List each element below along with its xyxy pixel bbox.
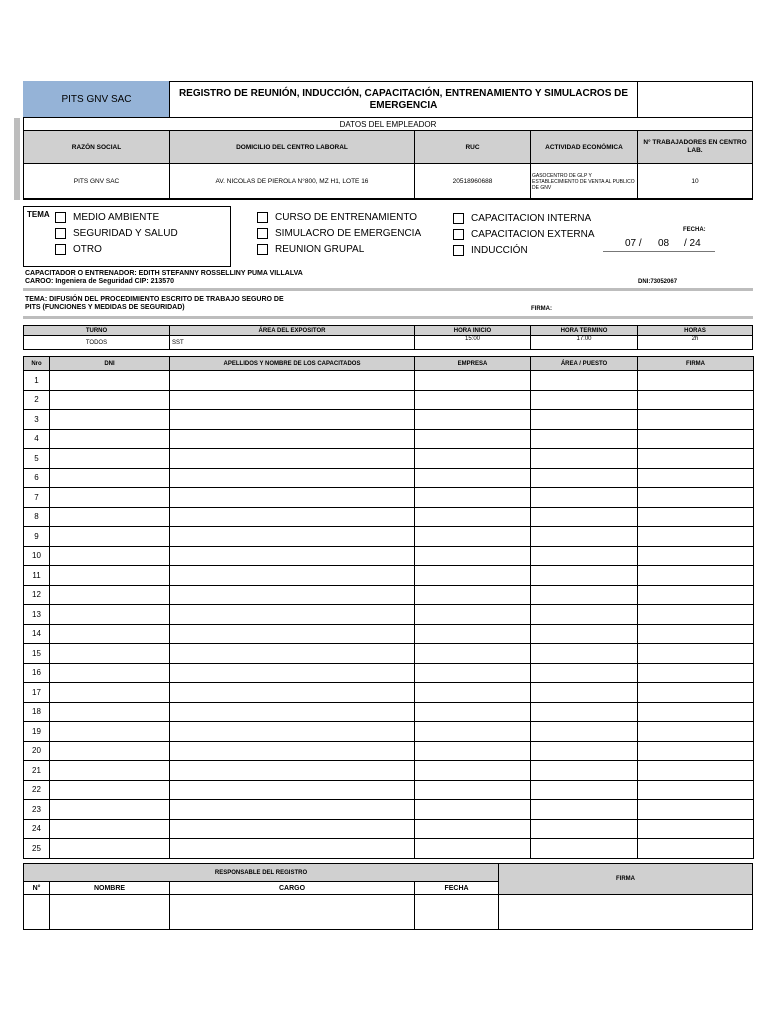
empresa-cell[interactable] <box>415 722 531 742</box>
firma-cell[interactable] <box>638 761 754 781</box>
col-turno: TURNO <box>23 325 170 336</box>
nombre-cell[interactable] <box>170 488 415 508</box>
firma-cell[interactable] <box>638 527 754 547</box>
fecha-label: FECHA: <box>683 227 706 233</box>
row-number: 16 <box>24 663 50 683</box>
table-row <box>24 800 754 820</box>
row-number: 14 <box>24 624 50 644</box>
empresa-cell[interactable] <box>415 390 531 410</box>
nombre-cell[interactable] <box>170 722 415 742</box>
tema-option-0[interactable] <box>55 212 159 223</box>
firma-cell[interactable] <box>638 722 754 742</box>
col-trabajadores: N° TRABAJADORES EN CENTRO LAB. <box>637 130 753 164</box>
horas-value: 2h <box>637 335 753 350</box>
dni-cell[interactable] <box>50 839 170 859</box>
nombre-cell[interactable] <box>170 566 415 586</box>
row-number: 17 <box>24 683 50 703</box>
dni-cell[interactable] <box>50 546 170 566</box>
firma-cell[interactable] <box>638 449 754 469</box>
empresa-cell[interactable] <box>415 761 531 781</box>
area-cell[interactable] <box>531 839 638 859</box>
dni-cell[interactable] <box>50 507 170 527</box>
table-row <box>24 663 754 683</box>
row-number: 24 <box>24 819 50 839</box>
col-resp-fecha: FECHA <box>414 881 499 895</box>
nombre-cell[interactable] <box>170 741 415 761</box>
table-row <box>24 527 754 547</box>
empresa-cell[interactable] <box>415 800 531 820</box>
nombre-cell[interactable] <box>170 605 415 625</box>
empresa-cell[interactable] <box>415 449 531 469</box>
area-cell[interactable] <box>531 683 638 703</box>
empresa-cell[interactable] <box>415 819 531 839</box>
nombre-cell[interactable] <box>170 410 415 430</box>
nombre-cell[interactable] <box>170 585 415 605</box>
col-resp-cargo: CARGO <box>169 881 415 895</box>
row-number: 18 <box>24 702 50 722</box>
col-domicilio: DOMICILIO DEL CENTRO LABORAL <box>169 130 415 164</box>
row-number: 3 <box>24 410 50 430</box>
nombre-cell[interactable] <box>170 683 415 703</box>
nombre-cell[interactable] <box>170 507 415 527</box>
checkbox-icon[interactable] <box>55 228 66 239</box>
area-cell[interactable] <box>531 410 638 430</box>
dni-cell[interactable] <box>50 624 170 644</box>
empresa-cell[interactable] <box>415 371 531 391</box>
fecha-underline <box>603 251 715 252</box>
empresa-cell[interactable] <box>415 683 531 703</box>
table-row <box>24 488 754 508</box>
firma-cell[interactable] <box>638 488 754 508</box>
topic-line2: PITS (FUNCIONES Y MEDIDAS DE SEGURIDAD) <box>25 304 185 311</box>
resp-nombre-cell[interactable] <box>49 894 170 930</box>
firma-cell[interactable] <box>638 663 754 683</box>
type-option-label: CAPACITACION INTERNA <box>471 213 592 224</box>
row-number: 9 <box>24 527 50 547</box>
dni-cell[interactable] <box>50 722 170 742</box>
divider <box>23 316 753 319</box>
table-row <box>24 761 754 781</box>
area-cell[interactable] <box>531 605 638 625</box>
domicilio-value: AV. NICOLAS DE PIEROLA N°800, MZ H1, LOTE 16 <box>169 163 415 200</box>
margin-bar <box>14 118 20 200</box>
row-number: 1 <box>24 371 50 391</box>
actividad-value: GASOCENTRO DE GLP Y ESTABLECIMIENTO DE VENTA AL PUBLICO DE GNV <box>530 163 638 200</box>
fecha-year: / 24 <box>684 238 701 249</box>
row-number: 4 <box>24 429 50 449</box>
area-cell[interactable] <box>531 819 638 839</box>
area-cell[interactable] <box>531 546 638 566</box>
nombre-cell[interactable] <box>170 839 415 859</box>
area-cell[interactable] <box>531 800 638 820</box>
activity-option-2[interactable] <box>257 244 364 255</box>
nombre-cell[interactable] <box>170 624 415 644</box>
responsable-title: RESPONSABLE DEL REGISTRO <box>23 863 499 882</box>
empresa-cell[interactable] <box>415 702 531 722</box>
resp-cargo-cell[interactable] <box>169 894 415 930</box>
empresa-cell[interactable] <box>415 780 531 800</box>
empresa-cell[interactable] <box>415 566 531 586</box>
area-cell[interactable] <box>531 566 638 586</box>
empresa-cell[interactable] <box>415 741 531 761</box>
tema-option-1[interactable] <box>55 228 178 239</box>
company-badge: PITS GNV SAC <box>23 81 170 118</box>
table-row <box>24 585 754 605</box>
firma-cell[interactable] <box>638 800 754 820</box>
checkbox-icon[interactable] <box>257 228 268 239</box>
checkbox-icon[interactable] <box>55 212 66 223</box>
row-number: 23 <box>24 800 50 820</box>
area-cell[interactable] <box>531 780 638 800</box>
empresa-cell[interactable] <box>415 488 531 508</box>
checkbox-icon[interactable] <box>55 244 66 255</box>
col-nombre: APELLIDOS Y NOMBRE DE LOS CAPACITADOS <box>170 357 415 371</box>
tema-option-label: MEDIO AMBIENTE <box>73 212 160 223</box>
resp-firma-cell[interactable] <box>498 894 753 930</box>
col-hora-termino: HORA TERMINO <box>530 325 638 336</box>
topic-line1: TEMA: DIFUSIÓN DEL PROCEDIMIENTO ESCRITO DE TRABAJO SEGURO DE <box>25 296 284 303</box>
row-number: 19 <box>24 722 50 742</box>
row-number: 11 <box>24 566 50 586</box>
dni-cell[interactable] <box>50 449 170 469</box>
checkbox-icon[interactable] <box>453 229 464 240</box>
tema-label: TEMA <box>27 210 50 219</box>
firma-cell[interactable] <box>638 390 754 410</box>
activity-option-label: SIMULACRO DE EMERGENCIA <box>275 228 422 239</box>
firma-cell[interactable] <box>638 429 754 449</box>
table-row <box>24 780 754 800</box>
dni-cell[interactable] <box>50 410 170 430</box>
firma-label: FIRMA: <box>531 306 552 312</box>
empresa-cell[interactable] <box>415 585 531 605</box>
header-empty-box <box>637 81 753 118</box>
row-number: 12 <box>24 585 50 605</box>
nombre-cell[interactable] <box>170 390 415 410</box>
checkbox-icon[interactable] <box>453 213 464 224</box>
dni-cell[interactable] <box>50 566 170 586</box>
checkbox-icon[interactable] <box>453 245 464 256</box>
activity-option-label: REUNION GRUPAL <box>275 244 365 255</box>
row-number: 8 <box>24 507 50 527</box>
table-row <box>24 468 754 488</box>
col-razon-social: RAZÓN SOCIAL <box>23 130 170 164</box>
row-number: 2 <box>24 390 50 410</box>
activity-option-label: CURSO DE ENTRENAMIENTO <box>275 212 418 223</box>
tema-option-label: SEGURIDAD Y SALUD <box>73 228 178 239</box>
form-title: REGISTRO DE REUNIÓN, INDUCCIÓN, CAPACITACIÓN, ENTRENAMIENTO Y SIMULACROS DE EMERGENCIA <box>169 81 638 118</box>
dni-cell[interactable] <box>50 429 170 449</box>
table-row <box>24 507 754 527</box>
dni-cell[interactable] <box>50 468 170 488</box>
empresa-cell[interactable] <box>415 644 531 664</box>
table-row <box>24 702 754 722</box>
resp-no-cell[interactable] <box>23 894 50 930</box>
firma-cell[interactable] <box>638 585 754 605</box>
dni-cell[interactable] <box>50 702 170 722</box>
table-row <box>24 683 754 703</box>
row-number: 22 <box>24 780 50 800</box>
divider <box>23 288 753 291</box>
dni-cell[interactable] <box>50 663 170 683</box>
dni-cell[interactable] <box>50 371 170 391</box>
nombre-cell[interactable] <box>170 429 415 449</box>
area-cell[interactable] <box>531 390 638 410</box>
trabajadores-value: 10 <box>637 163 753 200</box>
table-row <box>24 371 754 391</box>
empresa-cell[interactable] <box>415 839 531 859</box>
dni-cell[interactable] <box>50 390 170 410</box>
razon-social-value: PITS GNV SAC <box>23 163 170 200</box>
table-row <box>24 644 754 664</box>
table-row <box>24 410 754 430</box>
firma-cell[interactable] <box>638 624 754 644</box>
capacitador-line: CAPACITADOR O ENTRENADOR: EDITH STEFANNY ROSSELLINY PUMA VILLALVA <box>25 270 303 277</box>
area-cell[interactable] <box>531 761 638 781</box>
dni-cell[interactable] <box>50 644 170 664</box>
dni-cell[interactable] <box>50 761 170 781</box>
area-cell[interactable] <box>531 644 638 664</box>
nombre-cell[interactable] <box>170 527 415 547</box>
col-actividad: ACTIVIDAD ECONÓMICA <box>530 130 638 164</box>
dni-cell[interactable] <box>50 585 170 605</box>
row-number: 21 <box>24 761 50 781</box>
turno-value: TODOS <box>23 335 170 350</box>
checkbox-icon[interactable] <box>257 244 268 255</box>
col-area-expositor: ÁREA DEL EXPOSITOR <box>169 325 415 336</box>
dni-cell[interactable] <box>50 800 170 820</box>
area-cell[interactable] <box>531 527 638 547</box>
nombre-cell[interactable] <box>170 449 415 469</box>
hora-inicio-value: 15:00 <box>414 335 531 350</box>
cargo-line: CAROO: Ingeniera de Seguridad CIP: 213570 <box>25 278 174 285</box>
row-number: 13 <box>24 605 50 625</box>
area-cell[interactable] <box>531 741 638 761</box>
empresa-cell[interactable] <box>415 429 531 449</box>
firma-cell[interactable] <box>638 819 754 839</box>
table-row <box>24 819 754 839</box>
type-option-0[interactable] <box>453 213 591 224</box>
area-cell[interactable] <box>531 371 638 391</box>
area-cell[interactable] <box>531 585 638 605</box>
nombre-cell[interactable] <box>170 644 415 664</box>
empresa-cell[interactable] <box>415 624 531 644</box>
area-cell[interactable] <box>531 429 638 449</box>
type-option-1[interactable] <box>453 229 595 240</box>
firma-cell[interactable] <box>638 566 754 586</box>
firma-cell[interactable] <box>638 507 754 527</box>
area-value: SST <box>169 335 415 350</box>
col-horas: HORAS <box>637 325 753 336</box>
row-number: 25 <box>24 839 50 859</box>
col-no: N° <box>23 881 50 895</box>
area-cell[interactable] <box>531 663 638 683</box>
dni-cell[interactable] <box>50 780 170 800</box>
tema-option-2[interactable] <box>55 244 102 255</box>
dni-cell[interactable] <box>50 605 170 625</box>
nombre-cell[interactable] <box>170 819 415 839</box>
empresa-cell[interactable] <box>415 663 531 683</box>
nombre-cell[interactable] <box>170 468 415 488</box>
type-option-2[interactable] <box>453 245 528 256</box>
col-empresa: EMPRESA <box>415 357 531 371</box>
hora-termino-value: 17:00 <box>530 335 638 350</box>
col-dni: DNI <box>50 357 170 371</box>
table-row <box>24 741 754 761</box>
row-number: 6 <box>24 468 50 488</box>
empresa-cell[interactable] <box>415 410 531 430</box>
table-row <box>24 624 754 644</box>
table-row <box>24 390 754 410</box>
table-row <box>24 429 754 449</box>
area-cell[interactable] <box>531 624 638 644</box>
firma-cell[interactable] <box>638 605 754 625</box>
dni-cell[interactable] <box>50 741 170 761</box>
area-cell[interactable] <box>531 702 638 722</box>
nombre-cell[interactable] <box>170 761 415 781</box>
row-number: 15 <box>24 644 50 664</box>
dni-value: DNI:73052067 <box>638 279 678 285</box>
nombre-cell[interactable] <box>170 780 415 800</box>
area-cell[interactable] <box>531 468 638 488</box>
type-option-label: CAPACITACION EXTERNA <box>471 229 595 240</box>
dni-cell[interactable] <box>50 683 170 703</box>
attendees-table <box>23 356 754 859</box>
dni-cell[interactable] <box>50 527 170 547</box>
checkbox-icon[interactable] <box>257 212 268 223</box>
firma-cell[interactable] <box>638 780 754 800</box>
empresa-cell[interactable] <box>415 468 531 488</box>
activity-option-0[interactable] <box>257 212 417 223</box>
dni-cell[interactable] <box>50 488 170 508</box>
area-cell[interactable] <box>531 507 638 527</box>
nombre-cell[interactable] <box>170 702 415 722</box>
area-cell[interactable] <box>531 449 638 469</box>
firma-cell[interactable] <box>638 410 754 430</box>
empresa-cell[interactable] <box>415 527 531 547</box>
row-number: 7 <box>24 488 50 508</box>
firma-cell[interactable] <box>638 683 754 703</box>
type-option-label: INDUCCIÓN <box>471 245 528 256</box>
tema-option-label: OTRO <box>73 244 102 255</box>
firma-cell[interactable] <box>638 546 754 566</box>
row-number: 20 <box>24 741 50 761</box>
table-row <box>24 605 754 625</box>
activity-option-1[interactable] <box>257 228 421 239</box>
fecha-day: 07 / <box>625 238 642 249</box>
firma-cell[interactable] <box>638 702 754 722</box>
empresa-cell[interactable] <box>415 605 531 625</box>
empresa-cell[interactable] <box>415 546 531 566</box>
table-row <box>24 839 754 859</box>
table-row <box>24 546 754 566</box>
resp-fecha-cell[interactable] <box>414 894 499 930</box>
row-number: 10 <box>24 546 50 566</box>
firma-cell[interactable] <box>638 644 754 664</box>
nombre-cell[interactable] <box>170 800 415 820</box>
table-row <box>24 722 754 742</box>
firma-cell[interactable] <box>638 468 754 488</box>
row-number: 5 <box>24 449 50 469</box>
ruc-value: 20518960688 <box>414 163 531 200</box>
firma-cell[interactable] <box>638 839 754 859</box>
responsable-firma-header: FIRMA <box>498 863 753 895</box>
nombre-cell[interactable] <box>170 663 415 683</box>
area-cell[interactable] <box>531 722 638 742</box>
dni-cell[interactable] <box>50 819 170 839</box>
fecha-month: 08 <box>658 238 670 249</box>
table-row <box>24 566 754 586</box>
area-cell[interactable] <box>531 488 638 508</box>
employer-section-title: DATOS DEL EMPLEADOR <box>23 117 753 131</box>
table-row <box>24 449 754 469</box>
col-firma: FIRMA <box>638 357 754 371</box>
col-resp-nombre: NOMBRE <box>49 881 170 895</box>
col-ruc: RUC <box>414 130 531 164</box>
nombre-cell[interactable] <box>170 371 415 391</box>
nombre-cell[interactable] <box>170 546 415 566</box>
firma-cell[interactable] <box>638 371 754 391</box>
col-area-puesto: ÁREA / PUESTO <box>531 357 638 371</box>
empresa-cell[interactable] <box>415 507 531 527</box>
col-hora-inicio: HORA INICIO <box>414 325 531 336</box>
col-nro: Nro <box>24 357 50 371</box>
firma-cell[interactable] <box>638 741 754 761</box>
